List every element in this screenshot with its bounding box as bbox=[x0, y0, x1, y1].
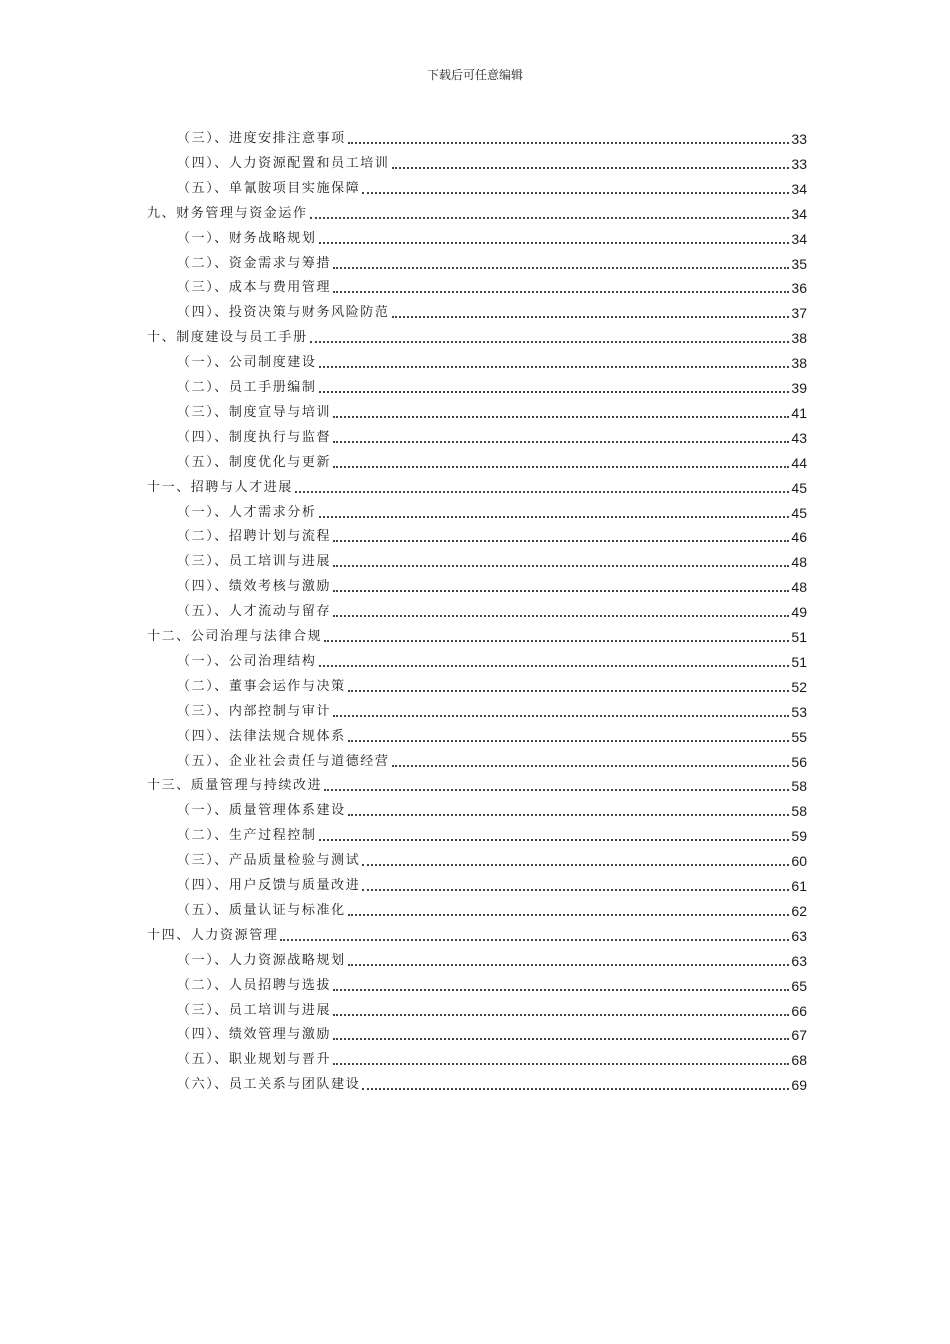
toc-entry-title: （三）、成本与费用管理 bbox=[177, 280, 332, 296]
toc-dot-leader bbox=[362, 192, 789, 194]
toc-dot-leader bbox=[392, 167, 790, 169]
toc-entry-title: （一）、质量管理体系建设 bbox=[177, 803, 346, 819]
toc-dot-leader bbox=[333, 1063, 789, 1065]
toc-entry-page-number: 38 bbox=[791, 355, 807, 372]
toc-entry[interactable] bbox=[177, 871, 807, 895]
toc-entry-page-number: 60 bbox=[791, 853, 807, 870]
toc-entry[interactable] bbox=[177, 273, 807, 297]
toc-dot-leader bbox=[295, 491, 789, 493]
toc-dot-leader bbox=[324, 640, 789, 642]
toc-dot-leader bbox=[333, 1014, 789, 1016]
toc-entry-page-number: 67 bbox=[791, 1027, 807, 1044]
toc-dot-leader bbox=[333, 267, 789, 269]
toc-entry-page-number: 34 bbox=[791, 230, 807, 247]
toc-dot-leader bbox=[310, 217, 790, 219]
toc-entry-title: （四）、投资决策与财务风险防范 bbox=[177, 305, 390, 321]
toc-dot-leader bbox=[333, 590, 789, 592]
toc-entry-title: （三）、进度安排注意事项 bbox=[177, 131, 346, 146]
toc-entry-title: （四）、绩效考核与激励 bbox=[177, 579, 332, 595]
toc-entry[interactable] bbox=[177, 996, 807, 1020]
toc-entry-title: （三）、员工培训与进展 bbox=[177, 1002, 332, 1018]
toc-entry-page-number: 46 bbox=[791, 529, 807, 546]
toc-dot-leader bbox=[362, 864, 789, 866]
toc-entry-page-number: 45 bbox=[791, 504, 807, 521]
toc-entry-title: （二）、人员招聘与选拔 bbox=[177, 977, 332, 993]
toc-dot-leader bbox=[319, 366, 790, 368]
toc-entry[interactable] bbox=[177, 647, 807, 671]
toc-dot-leader bbox=[319, 391, 790, 393]
toc-entry-title: （三）、内部控制与审计 bbox=[177, 703, 332, 719]
toc-entry-title: （二）、董事会运作与决策 bbox=[177, 678, 346, 694]
toc-entry-page-number: 43 bbox=[791, 429, 807, 446]
toc-entry-title: （四）、制度执行与监督 bbox=[177, 429, 332, 445]
toc-dot-leader bbox=[333, 989, 789, 991]
toc-entry[interactable] bbox=[177, 1070, 807, 1094]
toc-entry-title: （五）、单氰胺项目实施保障 bbox=[177, 180, 361, 196]
toc-entry[interactable] bbox=[147, 473, 807, 497]
toc-entry[interactable] bbox=[177, 597, 807, 621]
toc-entry-title: 十四、人力资源管理 bbox=[147, 927, 279, 943]
toc-entry[interactable] bbox=[177, 149, 807, 173]
toc-dot-leader bbox=[333, 1038, 789, 1040]
toc-dot-leader bbox=[324, 789, 789, 791]
toc-entry-page-number: 51 bbox=[791, 653, 807, 670]
toc-dot-leader bbox=[348, 914, 790, 916]
toc-entry-page-number: 63 bbox=[791, 927, 807, 944]
toc-entry-page-number: 59 bbox=[791, 828, 807, 845]
toc-entry-title: （一）、财务战略规划 bbox=[177, 230, 317, 246]
toc-entry-page-number: 33 bbox=[791, 155, 807, 172]
toc-entry-title: （二）、生产过程控制 bbox=[177, 828, 317, 844]
toc-dot-leader bbox=[319, 665, 790, 667]
toc-entry-title: （二）、招聘计划与流程 bbox=[177, 529, 332, 545]
toc-entry[interactable] bbox=[177, 672, 807, 696]
toc-entry-title: （五）、制度优化与更新 bbox=[177, 454, 332, 470]
toc-entry-page-number: 41 bbox=[791, 404, 807, 421]
toc-dot-leader bbox=[362, 1088, 789, 1090]
toc-dot-leader bbox=[348, 740, 790, 742]
toc-dot-leader bbox=[348, 814, 790, 816]
toc-entry-title: （四）、法律法规合规体系 bbox=[177, 728, 346, 744]
toc-entry-page-number: 68 bbox=[791, 1052, 807, 1069]
toc-entry[interactable] bbox=[177, 174, 807, 198]
toc-dot-leader bbox=[333, 441, 789, 443]
toc-entry[interactable] bbox=[177, 522, 807, 546]
toc-dot-leader bbox=[333, 540, 789, 542]
toc-entry[interactable] bbox=[177, 796, 807, 820]
toc-entry-title: （三）、产品质量检验与测试 bbox=[177, 853, 361, 869]
page-header: 下载后可任意编辑 bbox=[426, 68, 523, 82]
toc-entry-title: 十三、质量管理与持续改进 bbox=[147, 778, 323, 794]
toc-dot-leader bbox=[348, 690, 790, 692]
toc-entry-title: （五）、质量认证与标准化 bbox=[177, 902, 346, 918]
toc-entry-page-number: 45 bbox=[791, 479, 807, 496]
toc-dot-leader bbox=[333, 466, 789, 468]
toc-entry-page-number: 53 bbox=[791, 703, 807, 720]
toc-entry[interactable] bbox=[177, 298, 807, 322]
toc-dot-leader bbox=[392, 765, 790, 767]
toc-dot-leader bbox=[392, 316, 790, 318]
toc-entry-title: （五）、人才流动与留存 bbox=[177, 604, 332, 620]
toc-entry-page-number: 56 bbox=[791, 753, 807, 770]
toc-entry[interactable] bbox=[177, 348, 807, 372]
toc-entry-title: （四）、用户反馈与质量改进 bbox=[177, 878, 361, 893]
toc-entry-title: （三）、员工培训与进展 bbox=[177, 554, 332, 570]
toc-entry-title: （三）、制度宣导与培训 bbox=[177, 404, 332, 420]
toc-entry-title: （六）、员工关系与团队建设 bbox=[177, 1077, 361, 1093]
toc-dot-leader bbox=[333, 416, 789, 418]
toc-entry-title: （四）、人力资源配置和员工培训 bbox=[177, 155, 390, 171]
toc-entry-page-number: 44 bbox=[791, 454, 807, 471]
toc-entry-page-number: 34 bbox=[791, 180, 807, 197]
toc-entry-title: （一）、人力资源战略规划 bbox=[177, 952, 346, 968]
toc-entry[interactable] bbox=[177, 498, 807, 522]
toc-dot-leader bbox=[319, 839, 790, 841]
toc-entry[interactable] bbox=[177, 249, 807, 273]
toc-entry-title: 十二、公司治理与法律合规 bbox=[147, 629, 323, 644]
toc-entry[interactable] bbox=[177, 971, 807, 995]
toc-entry[interactable] bbox=[177, 722, 807, 746]
toc-entry[interactable] bbox=[177, 1020, 807, 1044]
toc-entry[interactable] bbox=[177, 224, 807, 248]
toc-entry-page-number: 58 bbox=[791, 778, 807, 795]
toc-entry-title: （四）、绩效管理与激励 bbox=[177, 1027, 332, 1043]
toc-entry-page-number: 61 bbox=[791, 878, 807, 894]
toc-entry[interactable] bbox=[177, 448, 807, 472]
toc-entry-page-number: 49 bbox=[791, 604, 807, 621]
toc-entry[interactable] bbox=[147, 199, 807, 223]
toc-dot-leader bbox=[348, 142, 790, 144]
toc-entry[interactable] bbox=[177, 572, 807, 596]
toc-dot-leader bbox=[333, 615, 789, 617]
toc-entry-title: 十一、招聘与人才进展 bbox=[147, 479, 294, 495]
toc-entry-title: （一）、公司治理结构 bbox=[177, 653, 317, 669]
toc-entry[interactable] bbox=[177, 946, 807, 970]
toc-entry[interactable] bbox=[177, 398, 807, 422]
toc-entry-page-number: 38 bbox=[791, 330, 807, 347]
toc-entry-page-number: 62 bbox=[791, 902, 807, 919]
toc-entry[interactable] bbox=[177, 697, 807, 721]
toc-dot-leader bbox=[333, 291, 789, 293]
toc-entry-title: （一）、公司制度建设 bbox=[177, 355, 317, 371]
toc-dot-leader bbox=[319, 516, 790, 518]
toc-entry[interactable] bbox=[177, 547, 807, 571]
toc-entry-page-number: 33 bbox=[791, 131, 807, 147]
toc-dot-leader bbox=[362, 889, 789, 891]
toc-entry-title: （一）、人才需求分析 bbox=[177, 504, 317, 520]
toc-entry[interactable] bbox=[147, 921, 807, 945]
toc-entry-title: （二）、资金需求与筹措 bbox=[177, 255, 332, 271]
toc-dot-leader bbox=[333, 715, 789, 717]
toc-entry[interactable] bbox=[177, 1045, 807, 1069]
toc-entry-page-number: 39 bbox=[791, 380, 807, 396]
toc-entry[interactable] bbox=[147, 771, 807, 795]
toc-entry-page-number: 48 bbox=[791, 579, 807, 596]
toc-entry-title: （五）、企业社会责任与道德经营 bbox=[177, 753, 390, 769]
toc-entry-page-number: 35 bbox=[791, 255, 807, 272]
toc-entry-page-number: 52 bbox=[791, 678, 807, 695]
toc-entry-page-number: 36 bbox=[791, 280, 807, 297]
toc-dot-leader bbox=[348, 964, 790, 966]
toc-entry-page-number: 48 bbox=[791, 554, 807, 571]
toc-entry-page-number: 66 bbox=[791, 1002, 807, 1019]
toc-entry[interactable] bbox=[177, 423, 807, 447]
toc-entry-title: （二）、员工手册编制 bbox=[177, 380, 317, 395]
toc-dot-leader bbox=[319, 242, 790, 244]
toc-entry-title: （五）、职业规划与晋升 bbox=[177, 1052, 332, 1068]
toc-entry[interactable] bbox=[177, 373, 807, 397]
toc-entry-page-number: 58 bbox=[791, 803, 807, 820]
toc-entry-page-number: 63 bbox=[791, 952, 807, 969]
toc-entry[interactable] bbox=[177, 747, 807, 771]
toc-entry-title: 十、制度建设与员工手册 bbox=[147, 330, 308, 346]
toc-entry-page-number: 65 bbox=[791, 977, 807, 994]
toc-entry[interactable] bbox=[147, 622, 807, 646]
toc-entry[interactable] bbox=[177, 896, 807, 920]
toc-entry-page-number: 55 bbox=[791, 728, 807, 745]
toc-entry[interactable] bbox=[177, 821, 807, 845]
toc-entry-page-number: 51 bbox=[791, 629, 807, 645]
toc-entry-title: 九、财务管理与资金运作 bbox=[147, 205, 308, 221]
toc-dot-leader bbox=[280, 939, 789, 941]
toc-dot-leader bbox=[310, 341, 790, 343]
toc-entry[interactable] bbox=[177, 846, 807, 870]
toc-dot-leader bbox=[333, 565, 789, 567]
toc-entry-page-number: 34 bbox=[791, 205, 807, 222]
toc-entry-page-number: 37 bbox=[791, 305, 807, 322]
toc-entry-page-number: 69 bbox=[791, 1077, 807, 1094]
toc-entry[interactable] bbox=[147, 323, 807, 347]
toc-entry[interactable] bbox=[177, 124, 807, 148]
